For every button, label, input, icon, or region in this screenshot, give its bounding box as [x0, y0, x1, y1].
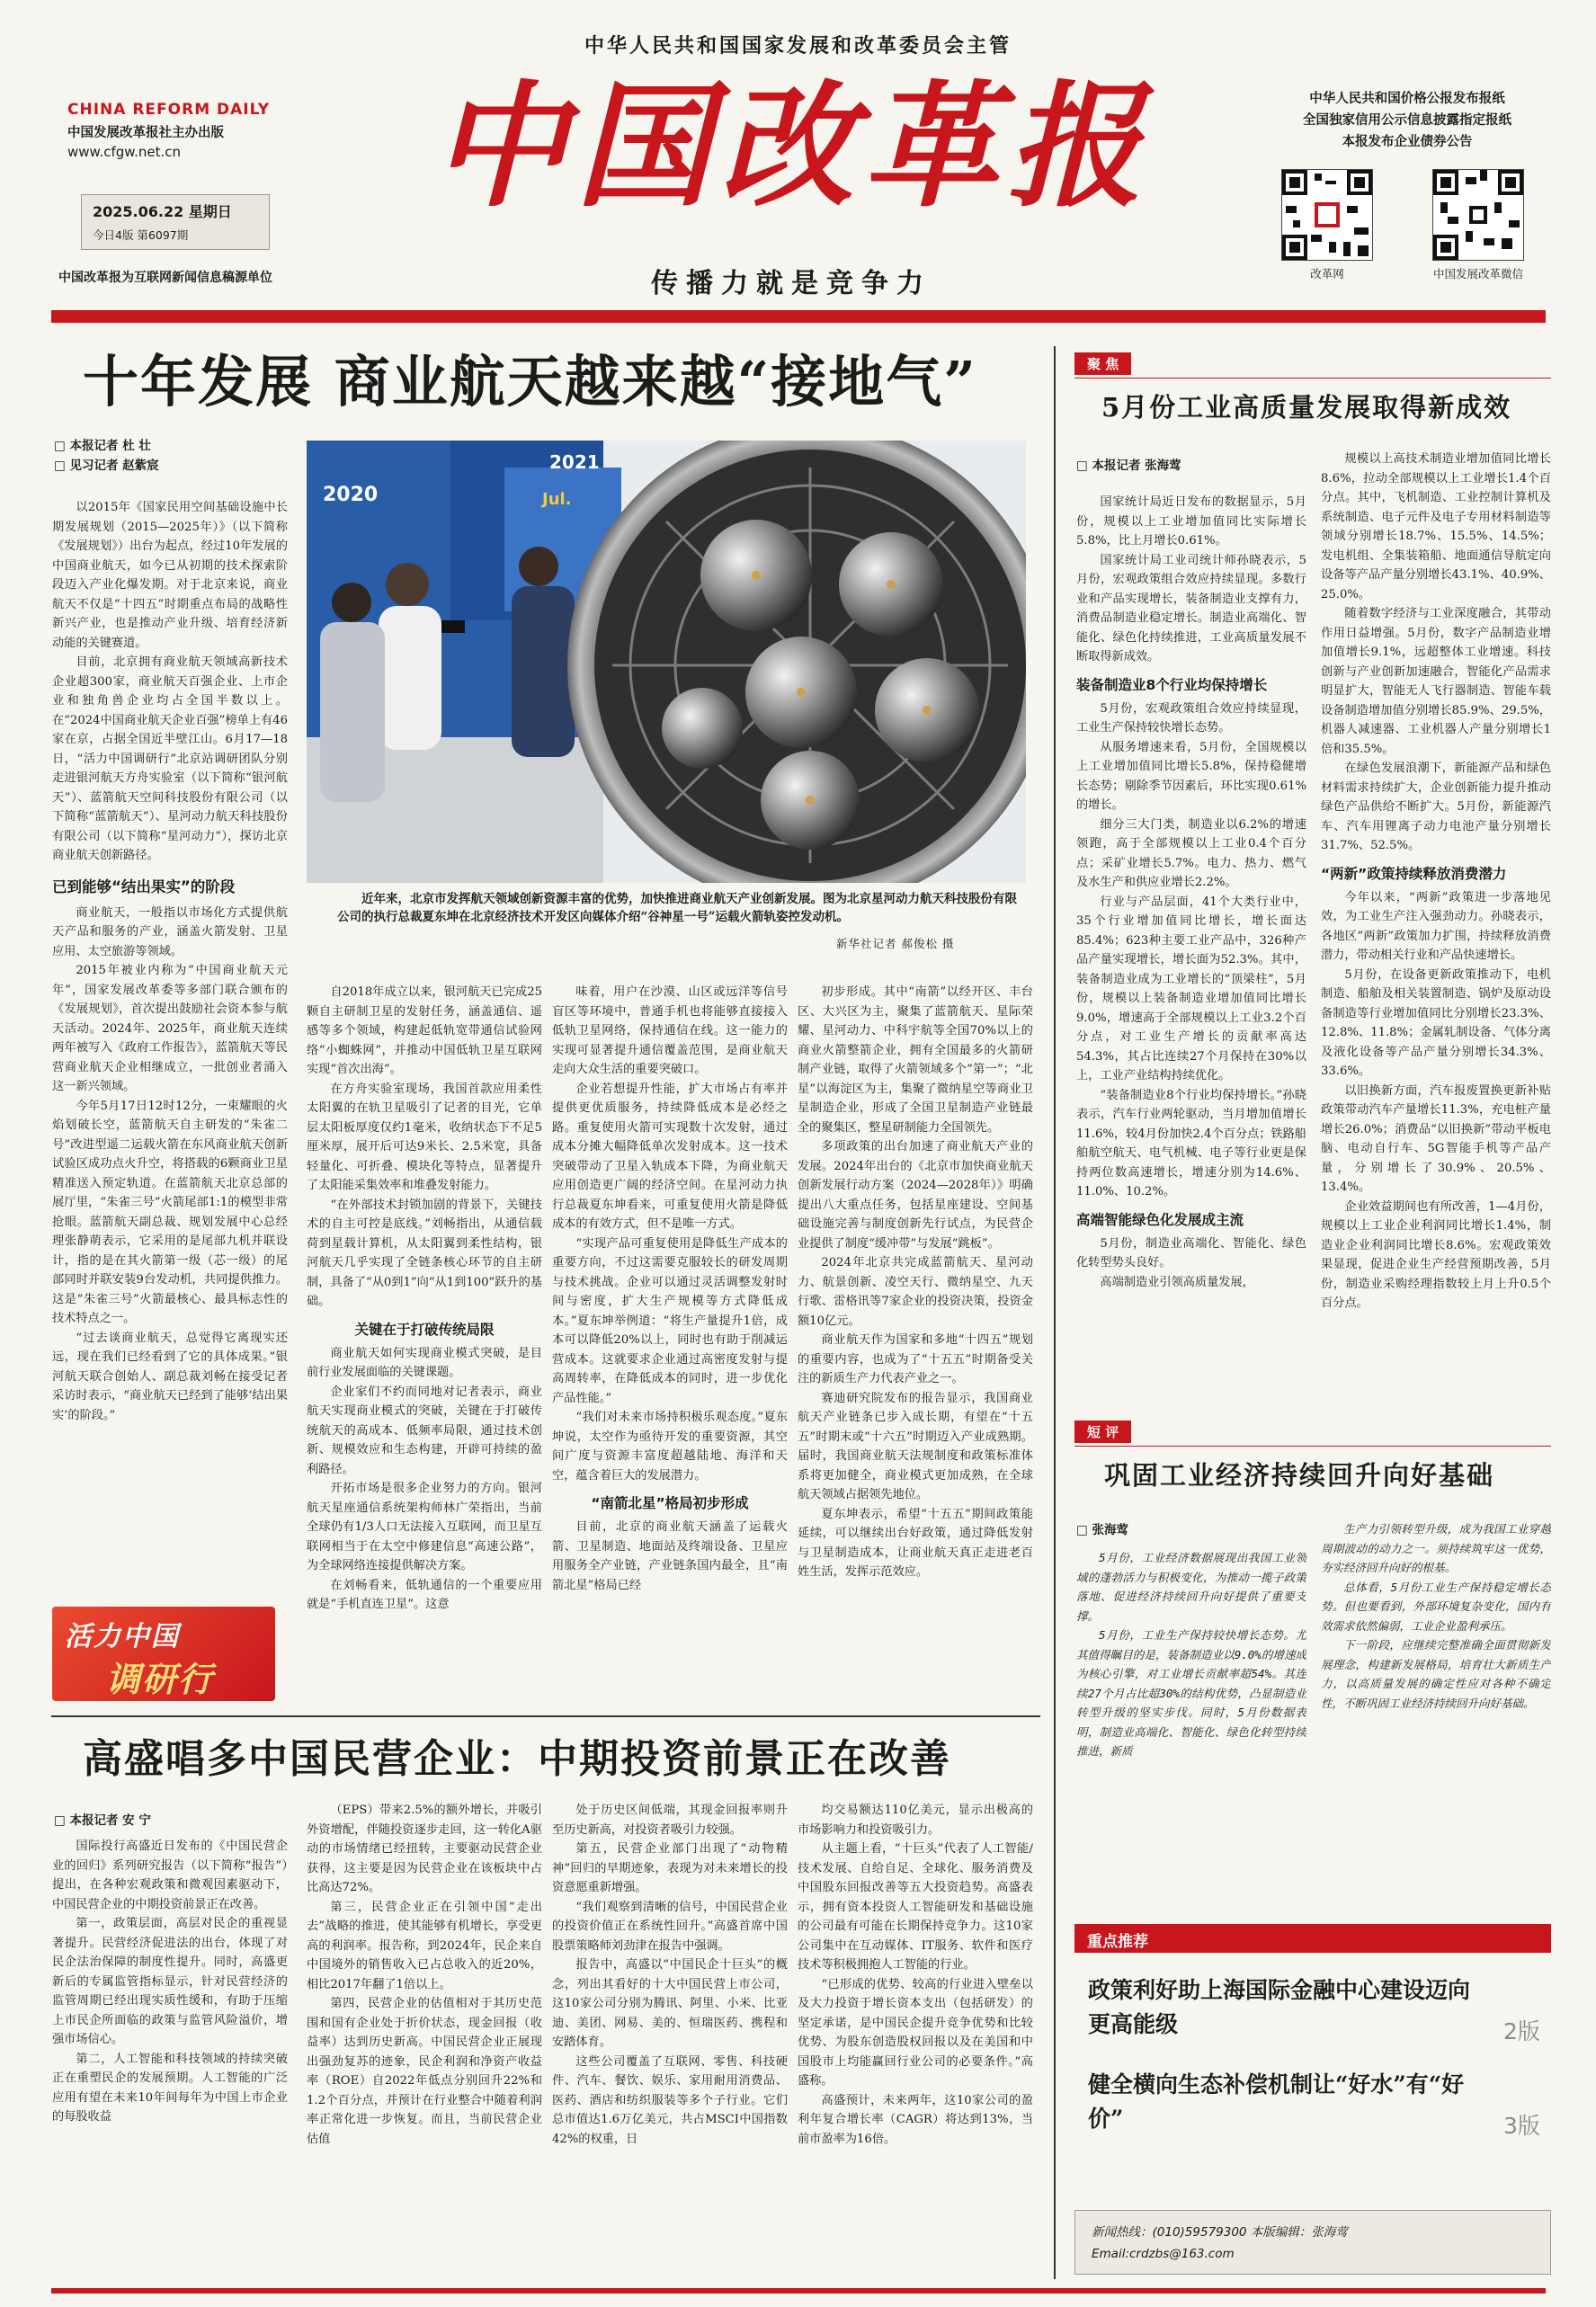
qr-icon — [1433, 170, 1523, 260]
focus-col-1 — [1076, 493, 1306, 1392]
paragraph: 行业与产品层面，41个大类行业中，35个行业增加值同比增长，增长面达85.4%；623种主要工业产品中，326种产品产量实现增长，增长面为52.3%。其中，装备制造业成为工业增长的“顶梁柱”，5月份，规模以上装备制造业增加值同比增长9.0%，增速高于全部规模以上工业3.2个百分点，对工业生产增长的贡献率高达54.3%，其占比连续27个月保持在30%以上，工业产业结构持续优化。 — [1076, 895, 1306, 1082]
qr2-label: 中国发展改革微信 — [1432, 267, 1523, 281]
second-byline: □ 本报记者 安 宁 — [54, 1813, 151, 1828]
paragraph: 初步形成。其中“南箭”以经开区、丰台区、大兴区为主，聚集了蓝箭航天、星际荣耀、星河动力、中科宇航等全国70%以上的商业火箭整箭企业，拥有全国最多的火箭研制产业链，取得了火箭领域多个“第一”；“北星”以海淀区为主，集聚了微纳星空等商业卫星制造企业，形成了全国卫星制造产业链最全的聚集区，整星研制能力全国领先。 — [798, 985, 1033, 1135]
lead-col1-paras — [52, 498, 288, 866]
hotline: 新闻热线：(010)59579300 本版编辑：张海莺 — [1092, 2225, 1348, 2240]
paragraph: 第三，民营企业正在引领中国“走出去”战略的推进，使其能够有机增长，享受更高的利润率。报告称，到2024年，民企来自中国境外的销售收入已占总收入的近20%，相比2017年翻了1倍以上。 — [307, 1900, 542, 1991]
paragraph: 第五，民营企业部门出现了“动物精神”回归的早期迹象，表现为对未来增长的投资意愿重新增强。 — [552, 1842, 788, 1894]
second-col-4 — [798, 1801, 1033, 2277]
commentary-headline[interactable]: 巩固工业经济持续回升向好基础 — [1104, 1460, 1495, 1491]
paragraph: 商业航天如何实现商业模式突破，是目前行业发展面临的关键课题。 — [307, 1346, 542, 1379]
tag-rule — [1074, 1446, 1551, 1447]
photo-caption: 近年来，北京市发挥航天领域创新资源丰富的优势，加快推进商业航天产业创新发展。图为北京星河动力航天科技股份有限公司的执行总裁夏东坤在北京经济技术开发区向媒体介绍“谷神星一号”运载火箭轨姿控发动机。 — [337, 892, 1017, 924]
masthead-right — [1245, 88, 1569, 153]
paragraph: 多项政策的出台加速了商业航天产业的发展。2024年出台的《北京市加快商业航天创新发展行动方案（2024—2028年）》明确提出八大重点任务，包括星座建设、空间基础设施完善与制度创新先行试点，为民营企业提供了制度“缓冲带”与发展“跳板”。 — [798, 1140, 1033, 1251]
lead-col-2 — [307, 983, 542, 1702]
qr1-label: 改革网 — [1310, 267, 1344, 281]
qr-code-gaige[interactable] — [1281, 169, 1373, 261]
paragraph: 高端制造业引领高质量发展， — [1100, 1275, 1254, 1289]
paragraph: （EPS）带来2.5%的额外增长，并吸引外资增配，伴随投资逐步走回，这一转化A驱动的市场情绪已经扭转，主要驱动民营企业获得，这主要是因为民营企业在该板块中占比高达72%。 — [307, 1804, 542, 1894]
right-line3: 本报发布企业债券公告 — [1342, 135, 1473, 149]
paragraph: 随着数字经济与工业深度融合，其带动作用日益增强。5月份，数字产品制造业增加值增长9.1%，远超整体工业增速。科技创新与产业创新加速融合，智能化产品需求明显扩大，智能无人飞行器制造、智能车载设备制造增加值分别增长85.9%、29.5%，机器人减速器、工业机器人产量分别增长1倍和35.5%。 — [1321, 607, 1551, 756]
paragraph: 细分三大门类，制造业以6.2%的增速领跑，高于全部规模以上工业0.4个百分点；采矿业增长5.7%。电力、热力、燃气及水生产和供应业增长2.2%。 — [1076, 817, 1306, 889]
paragraph: 目前，北京拥有商业航天领域高新技术企业超300家，商业航天百强企业、上市企业和独角兽企业均占全国半数以上。在“2024中国商业航天企业百强”榜单上有46家在京，占据全国近半壁江山。6月17—18日，“活力中国调研行”北京站调研团队分别走进银河航天方舟实验室（以下简称“银河航天”）、蓝箭航天空间科技股份有限公司（以下简称“蓝箭航天”）、星河动力航天科技股份有限公司（以下简称“星河动力”），探访北京商业航天创新路径。 — [52, 655, 288, 862]
issue-info: 今日4版 第6097期 — [93, 228, 189, 242]
vitality-china-badge — [52, 1607, 275, 1701]
masthead-divider — [51, 310, 1546, 323]
lead-headline[interactable]: 十年发展 商业航天越来越“接地气” — [83, 349, 977, 414]
badge-line-2: 调研行 — [106, 1660, 215, 1699]
paragraph: 高盛预计，未来两年，这10家公司的盈利年复合增长率（CAGR）将达到13%，当前市盈率为16倍。 — [798, 2093, 1033, 2146]
badge-line-1: 活力中国 — [65, 1621, 180, 1652]
recommend-page-1[interactable]: 2版 — [1503, 2018, 1540, 2044]
paragraph: 夏东坤表示，希望“十五五”期间政策能延续，可以继续出台好政策，通过降低发射与卫星制造成本，让商业航天真正走进老百姓生活，发挥示范效应。 — [798, 1507, 1033, 1579]
paragraph: 国家统计局工业司统计师孙晓表示，5月份，宏观政策组合效应持续显现。多数行业和产品实现增长，装备制造业支撑有力，消费品制造业稳定增长。制造业高端化、智能化、绿色化持续推进，工业高质量发展不断取得新成效。 — [1076, 553, 1306, 664]
website-link[interactable]: www.cfgw.net.cn — [67, 144, 182, 160]
qr-icon — [1282, 170, 1372, 260]
lead-col-3 — [552, 983, 788, 1702]
paragraph: 商业航天，一般指以市场化方式提供航天产品和服务的产业，涵盖火箭发射、卫星应用、太空旅游等领域。 — [52, 905, 288, 958]
paragraph: 5月份，宏观政策组合效应持续显现，工业生产保持较快增长态势。 — [1076, 701, 1306, 735]
paragraph: 以旧换新方面，汽车报废置换更新补贴政策带动汽车产量增长11.3%，充电桩产量增长26.0%；消费品“以旧换新”带动平板电脑、电动自行车、5G智能手机等产品产量，分别增长了30.9%、20.5%、13.4%。 — [1321, 1083, 1551, 1194]
masthead-left — [67, 101, 274, 160]
paragraph: 企业若想提升性能，扩大市场占有率并提供更优质服务，持续降低成本是必经之路。重复使用火箭可实现数十次发射，通过成本分摊大幅降低单次发射成本。这一技术突破带动了卫星入轨成本下降，为商业航天应用创造更广阔的经济空间。在星河动力执行总裁夏东坤看来，可重复使用火箭是降低成本的有效方式，但不是唯一方式。 — [552, 1082, 788, 1231]
paragraph: 自2018年成立以来，银河航天已完成25颗自主研制卫星的发射任务，涵盖通信、遥感等多个领域，构建起低轨宽带通信试验网络“小蜘蛛网”，并推动中国低轨卫星互联网实现“首次出海”。 — [307, 985, 542, 1076]
paragraph: “在外部技术封锁加剧的背景下，关键技术的自主可控是底线。”刘畅指出，从通信载荷到星载计算机，从太阳翼到柔性结构，银河航天几乎实现了全链条核心环节的自主研制，具备了“从0到1”向“从1到100”跃升的基础。 — [307, 1198, 542, 1308]
paragraph: 在刘畅看来，低轨通信的一个重要应用就是“手机直连卫星”。这意 — [307, 1578, 542, 1611]
right-column-rule — [1054, 346, 1056, 2279]
paragraph: “我们观察到清晰的信号，中国民营企业的投资价值正在系统性回升。”高盛首席中国股票策略师刘劲津在报告中强调。 — [552, 1900, 788, 1953]
paragraph: 今年以来，“两新”政策进一步落地见效，为工业生产注入强劲动力。孙晓表示，各地区“两新”政策加力扩围，持续释放消费潜力，带动相关行业和产品快速增长。 — [1321, 890, 1551, 962]
paragraph: 规模以上高技术制造业增加值同比增长8.6%，拉动全部规模以上工业增长1.4个百分点。其中，飞机制造、工业控制计算机及系统制造、电子元件及电子专用材料制造等领域分别增长18.7%、15.5%、14.5%；发电机组、全集装箱船、地面通信导航定向设备等产品产量分别增长43.1%、40.9%、25.0%。 — [1321, 452, 1551, 601]
date-box — [81, 194, 270, 250]
focus-subhead-3: “两新”政策持续释放消费潜力 — [1321, 865, 1507, 882]
paragraph: 2015年被业内称为“中国商业航天元年”，国家发展改革委等多部门联合颁布的《发展规划》，首次提出鼓励社会资本参与航天活动。2024年、2025年，商业航天连续两年被写入《政府工作报告》，蓝箭航天等民营商业航天企业相继成立，一批创业者涌入这一新兴领域。 — [52, 964, 288, 1093]
lead-photo[interactable] — [307, 441, 1026, 883]
focus-subhead-1: 装备制造业8个行业均保持增长 — [1076, 676, 1268, 693]
email-link[interactable]: Email:crdzbs@163.com — [1092, 2247, 1235, 2261]
qr-code-wechat[interactable] — [1432, 169, 1524, 261]
second-col-2 — [307, 1801, 542, 2277]
lead-byline-1: □ 本报记者 杜 壮 — [54, 439, 151, 453]
paragraph: “我们对未来市场持积极乐观态度。”夏东坤说，太空作为亟待开发的重要资源，其空间广度与资源丰富度超越陆地、海洋和天空，蕴含着巨大的发展潜力。 — [552, 1411, 788, 1483]
newspaper-title: 中国改革报 — [431, 67, 1151, 226]
recommend-page-2[interactable]: 3版 — [1503, 2113, 1540, 2139]
partner-note: 中国改革报为互联网新闻信息稿源单位 — [58, 271, 272, 285]
publisher: 中国发展改革报社主办出版 — [67, 126, 224, 140]
masthead-sponsor: 中华人民共和国国家发展和改革委员会主管 — [584, 35, 1012, 58]
paragraph: 今年5月17日12时12分，一束耀眼的火焰划破长空，蓝箭航天自主研发的“朱雀二号”改进型遥二运载火箭在东风商业航天创新试验区成功点火升空，将搭载的6颗商业卫星精准送入预定轨道。在蓝箭航天北京总部的展厅里，“朱雀三号”火箭尾部1:1的模型非常抢眼。蓝箭航天副总裁、规划发展中心总经理张静萌表示，它采用的是尾部九机并联设计，指的是在其火箭第一级（芯一级）的尾部同时并联安装9台发动机，共同提供推力。这是“朱雀三号”火箭最核心、最具标志性的技术特点之一。 — [52, 1099, 288, 1325]
editor-box — [1074, 2210, 1551, 2275]
paragraph: 以2015年《国家民用空间基础设施中长期发展规划（2015—2025年）》（以下简称《发展规划》）出台为起点，经过10年发展的中国商业航天，如今已从初期的技术探索阶段迈入产业化爆发期。对于北京来说，商业航天不仅是“十四五”时期重点布局的战略性新兴产业，也是推动产业升级、培育经济新动能的关键赛道。 — [52, 501, 288, 650]
lead-subhead-1: 已到能够“结出果实”的阶段 — [52, 877, 236, 895]
paragraph: 开拓市场是很多企业努力的方向。银河航天星座通信系统架构师林广荣指出，当前全球仍有1/3人口无法接入互联网，而卫星互联网相当于在太空中修建信息“高速公路”，为全球网络连接提供解决方案。 — [307, 1482, 542, 1572]
paragraph: 5月份，工业生产保持较快增长态势。尤其值得瞩目的是，装备制造业以9.0%的增速成为核心引擎，对工业增长贡献率超54%。其连续27个月占比超30%的结构优势，凸显制造业转型升级的坚实步伐。同时，5月份数据表明，制造业高端化、智能化、绿色化转型持续推进，新质 — [1076, 1628, 1306, 1758]
recommend-item-1[interactable]: 政策利好助上海国际金融中心建设迈向更高能级 — [1088, 1977, 1471, 2037]
tag-focus: 聚 焦 — [1074, 352, 1131, 375]
tag-commentary: 短 评 — [1074, 1421, 1131, 1443]
paragraph: “过去谈商业航天，总觉得它离现实还远，现在我们已经看到了它的具体成果。”银河航天联合创始人、副总裁刘畅在接受记者采访时表示，“商业航天已经到了能够‘结出果实’的阶段。” — [52, 1331, 288, 1422]
photo-year-1: 2020 — [323, 484, 379, 506]
lead-byline-2: □ 见习记者 赵紫宸 — [54, 459, 159, 473]
slogan: 传播力就是竞争力 — [651, 268, 932, 299]
commentary-col-1 — [1076, 1548, 1306, 1926]
lead-subhead-3: “南箭北星”格局初步形成 — [591, 1495, 749, 1511]
photo-year-2: 2021 — [549, 451, 600, 473]
paragraph: 处于历史区间低端，其现金回报率则升至历史新高，对投资者吸引力较强。 — [552, 1804, 788, 1837]
tag-rule — [1074, 378, 1551, 379]
paragraph: 第一，政策层面，高层对民企的重视显著提升。民营经济促进法的出台，体现了对民企法治保障的制度性提升。同时，高盛更新后的专属监管指标显示，针对民营经济的监管周期已经出现实质性缓和，有助于压缩上市民企所面临的政策与监管风险溢价，增强市场信心。 — [52, 1917, 288, 2046]
paragraph: 目前，北京的商业航天涵盖了运载火箭、卫星制造、地面站及终端设备、卫星应用服务全产业链，产业链条国内最全，且“南箭北星”格局已经 — [552, 1520, 788, 1592]
paragraph: 商业航天作为国家和多地“十四五”规划的重要内容，也成为了“十五五”时期备受关注的新质生产力代表产业之一。 — [798, 1333, 1033, 1385]
photo-credit: 新华社记者 郝俊松 摄 — [836, 937, 955, 950]
second-col-3 — [552, 1801, 788, 2277]
focus-byline: □ 本报记者 张海莺 — [1076, 459, 1181, 473]
paragraph: 生产力引领转型升级，成为我国工业穿越周期波动的动力之一。须持续筑牢这一优势，夯实经济回升向好的根基。 — [1321, 1522, 1551, 1574]
recommend-banner: 重点推荐 — [1074, 1924, 1551, 1953]
second-headline[interactable]: 高盛唱多中国民营企业：中期投资前景正在改善 — [83, 1736, 951, 1782]
paragraph: 在绿色发展浪潮下，新能源产品和绿色材料需求持续扩大，企业创新能力提升推动绿色产品供给不断扩大。5月份，新能源汽车、汽车用锂离子动力电池产量分别增长31.7%、52.5%。 — [1321, 762, 1551, 852]
paragraph: 总体看，5月份工业生产保持稳定增长态势。但也要看到，外部环境复杂变化，国内有效需求依然偏弱，工业企业盈利承压。 — [1321, 1580, 1551, 1633]
lead-col-4 — [798, 983, 1033, 1702]
paragraph: 国际投行高盛近日发布的《中国民营企业的回归》系列研究报告（以下简称“报告”）提出，在各种宏观政策和微观因素驱动下，中国民营企业的中期投资前景正在改善。 — [52, 1839, 288, 1911]
paragraph: 报告中，高盛以“中国民企十巨头”的概念，列出其看好的十大中国民营上市公司，这10家公司分别为腾讯、阿里、小米、比亚迪、美团、网易、美的、恒瑞医药、携程和安踏体育。 — [552, 1958, 788, 2049]
paragraph: 2024年北京共完成蓝箭航天、星河动力、航景创新、凌空天行、微纳星空、九天行歌、雷格讯等7家企业的投资决策，投资金额10亿元。 — [798, 1256, 1033, 1328]
paragraph: 企业家们不约而同地对记者表示，商业航天实现商业模式的突破，关键在于打破传统航天的高成本、低频率局限，通过技术创新、规模效应和生态构建，开辟可持续的盈利路径。 — [307, 1385, 542, 1476]
paragraph: 从服务增速来看，5月份，全国规模以上工业增加值同比增长5.8%，保持稳健增长态势；剔除季节因素后，环比实现0.61%的增长。 — [1076, 740, 1306, 812]
right-line2: 全国独家信用公示信息披露指定报纸 — [1303, 113, 1511, 128]
paragraph: 企业效益期间也有所改善，1—4月份，规模以上工业企业利润同比增长1.4%，制造业企业利润同比增长8.6%。宏观政策效果显现，促进企业生产经营预期改善，5月份，制造业采购经理指数较上月上升0.5个百分点。 — [1321, 1199, 1551, 1310]
paragraph: 国家统计局近日发布的数据显示，5月份，规模以上工业增加值同比实际增长5.8%，比上月增长0.61%。 — [1076, 495, 1306, 548]
lead-subhead-2: 关键在于打破传统局限 — [354, 1321, 495, 1338]
focus-col-2 — [1321, 450, 1551, 1394]
paragraph: 5月份，制造业高端化、智能化、绿色化转型势头良好。 — [1076, 1236, 1306, 1269]
focus-subhead-2: 高端智能绿色化发展成主流 — [1076, 1211, 1244, 1228]
rocket-engine-photo — [307, 441, 1026, 883]
section-divider — [51, 1715, 1040, 1717]
footer-rule — [51, 2288, 1546, 2294]
paragraph: 这些公司覆盖了互联网、零售、科技硬件、汽车、餐饮、娱乐、家用耐用消费品、医药、酒店和纺织服装等多个子行业。它们总市值达1.6万亿美元，共占MSCI中国指数42%的权重，日 — [552, 2054, 788, 2146]
commentary-byline: □ 张海莺 — [1076, 1523, 1128, 1537]
paragraph: 5月份，工业经济数据展现出我国工业领域的蓬勃活力与积极变化，为推动一揽子政策落地、促进经济持续回升向好提供了重要支撑。 — [1076, 1551, 1306, 1623]
right-line1: 中华人民共和国价格公报发布报纸 — [1309, 92, 1505, 106]
date-weekday: 2025.06.22 星期日 — [93, 203, 232, 220]
paragraph: “实现产品可重复使用是降低生产成本的重要方向，不过这需要克服较长的研发周期与技术挑战。企业可以通过灵活调整发射时间与密度，扩大生产规模等方式降低成本。”夏东坤举例道：“将生产量提升1倍，成本可以降低20%以上，同时也有助于削减运营成本。这就要求企业通过高密度发射与提高周转率，在降低成本的同时，进一步优化产品性能。” — [552, 1236, 788, 1405]
paragraph: 从主题上看，“十巨头”代表了人工智能/技术发展、自给自足、全球化、服务消费及中国股东回报改善等五大投资趋势。高盛表示，拥有资本投资人工智能研发和基础设施的公司最有可能在长期保持竞争力。这10家公司集中在互动媒体、IT服务、软件和医疗技术等积极拥抱人工智能的行业。 — [798, 1842, 1033, 1972]
paragraph: “装备制造业8个行业均保持增长。”孙晓表示，汽车行业两轮驱动，当月增加值增长11.6%，较4月份加快2.4个百分点；铁路船舶航空航天、电气机械、电子等行业更是保持两位数高速增长，增速分别为14.6%、11.0%、10.2%。 — [1076, 1088, 1306, 1198]
focus-headline[interactable]: 5月份工业高质量发展取得新成效 — [1101, 392, 1512, 423]
paragraph: “已形成的优势、较高的行业进入壁垒以及大力投资于增长资本支出（包括研发）的坚定承诺，是中国民企提升竞争优势和比较优势、为股东创造股权回报以及在美国和中国股市上均能赢回行业公司的必要条件。”高盛称。 — [798, 1977, 1033, 2088]
paragraph: 第二，人工智能和科技领域的持续突破正在重塑民企的发展预期。人工智能的广泛应用有望在未来10年间每年为中国上市企业的每股收益 — [52, 2052, 288, 2124]
paragraph: 均交易额达110亿美元，显示出极高的市场影响力和投资吸引力。 — [798, 1804, 1033, 1837]
paragraph: 赛迪研究院发布的报告显示，我国商业航天产业链条已步入成长期，有望在“十五五”时期末或“十六五”时期迈入产业成熟期。届时，我国商业航天法规制度和政策标准体系将更加健全，商业模式更加成熟，在全球航天领域占据领先地位。 — [798, 1391, 1033, 1501]
second-col-1 — [52, 1837, 288, 2277]
paragraph: 下一阶段，应继续完整准确全面贯彻新发展理念，构建新发展格局，培育壮大新质生产力，以高质量发展的确定性应对各种不确定性，不断巩固工业经济持续回升向好基础。 — [1321, 1638, 1551, 1710]
paragraph: 5月份，在设备更新政策推动下，电机制造、船舶及相关装置制造、锅炉及原动设备制造等行业增加值同比分别增长23.3%、12.8%、11.8%；金属轧制设备、气体分离及液化设备等产品产量分别增长34.3%、33.6%。 — [1321, 967, 1551, 1078]
paragraph: 在方舟实验室现场，我国首款应用柔性太阳翼的在轨卫星吸引了记者的目光，它单层太阳板厚度仅约1毫米，收纳状态下不足5厘米厚，展开后可达9米长、2.5米宽，具备轻量化、可折叠、模块化等特点，显著提升了太阳能采集效率和堆叠发射能力。 — [307, 1082, 542, 1192]
lead-col-1 — [52, 498, 288, 1595]
photo-month: Jul. — [542, 490, 572, 509]
recommend-item-2[interactable]: 健全横向生态补偿机制让“好水”有“好价” — [1088, 2071, 1465, 2132]
paragraph: 味着，用户在沙漠、山区或远洋等信号盲区等环境中，普通手机也将能够直接接入低轨卫星网络，保持通信在线。这一能力的实现可显著提升通信覆盖范围，是商业航天走向大众生活的重要突破口。 — [552, 985, 788, 1076]
commentary-col-2 — [1321, 1519, 1551, 1924]
paragraph: 第四，民营企业的估值相对于其历史范围和国有企业处于折价状态，现金回报（收益率）达到历史新高。中国民营企业正展现出强劲复苏的迹象，民企利润和净资产收益率（ROE）自2022年低点分别回升22%和1.2个百分点，并预计在行业整合中随着利润率正常化进一步恢复。而且，当前民营企业估值 — [307, 1997, 542, 2146]
english-name: CHINA REFORM DAILY — [67, 101, 271, 119]
